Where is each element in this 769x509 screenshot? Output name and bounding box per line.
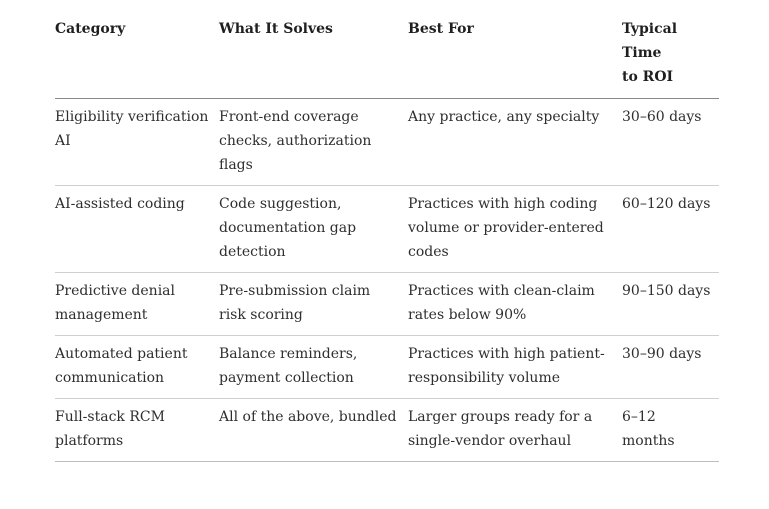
- table-row: [55, 99, 719, 186]
- cell-time-to-roi: 90–150 days: [622, 273, 719, 336]
- cell-category: Predictive denial management: [55, 273, 219, 336]
- cell-best-for: Practices with high patient-responsibility volume: [408, 336, 622, 399]
- table-row: [55, 273, 719, 336]
- header-what-it-solves: What It Solves: [219, 16, 408, 99]
- cell-category: Automated patient communication: [55, 336, 219, 399]
- header-category: Category: [55, 16, 219, 99]
- cell-category: Full-stack RCM platforms: [55, 399, 219, 462]
- table-row: [55, 186, 719, 273]
- cell-best-for: Practices with high coding volume or provider-entered codes: [408, 186, 622, 273]
- cell-best-for: Practices with clean-claim rates below 90%: [408, 273, 622, 336]
- cell-what-it-solves: All of the above, bundled: [219, 399, 408, 462]
- table-row: [55, 399, 719, 462]
- cell-category: AI-assisted coding: [55, 186, 219, 273]
- table-header-row: [55, 16, 719, 99]
- cell-what-it-solves: Front-end coverage checks, authorization flags: [219, 99, 408, 186]
- table-row: [55, 336, 719, 399]
- cell-time-to-roi: 30–90 days: [622, 336, 719, 399]
- cell-time-to-roi: 30–60 days: [622, 99, 719, 186]
- header-best-for: Best For: [408, 16, 622, 99]
- rcm-ai-comparison-table: [55, 16, 719, 462]
- cell-best-for: Larger groups ready for a single-vendor overhaul: [408, 399, 622, 462]
- cell-best-for: Any practice, any specialty: [408, 99, 622, 186]
- cell-what-it-solves: Balance reminders, payment collection: [219, 336, 408, 399]
- cell-time-to-roi: 6–12 months: [622, 399, 719, 462]
- cell-time-to-roi: 60–120 days: [622, 186, 719, 273]
- comparison-table-wrapper: [55, 16, 719, 462]
- cell-what-it-solves: Pre-submission claim risk scoring: [219, 273, 408, 336]
- cell-what-it-solves: Code suggestion, documentation gap detection: [219, 186, 408, 273]
- cell-category: Eligibility verification AI: [55, 99, 219, 186]
- header-time-to-roi: Typical Time to ROI: [622, 16, 719, 99]
